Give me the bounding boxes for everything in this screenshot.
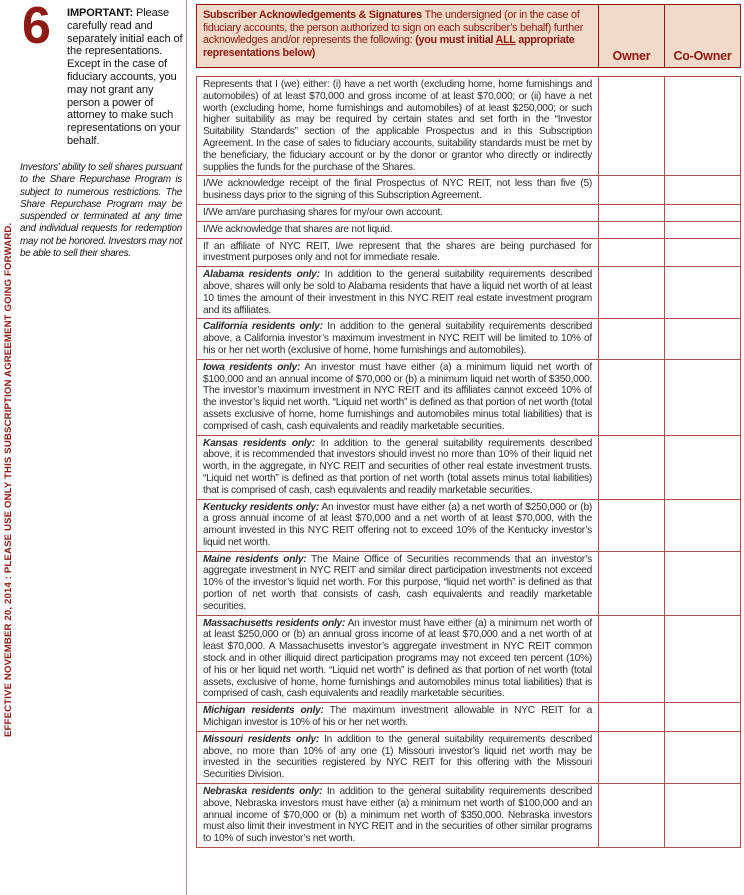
representation-text [197, 205, 599, 221]
representation-body: I/We am/are purchasing shares for my/our own account. [203, 206, 443, 218]
important-instructions [67, 7, 183, 148]
co-owner-initial-field[interactable] [665, 319, 740, 358]
representation-text [197, 616, 599, 703]
co-owner-initial-field[interactable] [665, 267, 740, 318]
owner-initial-field[interactable] [599, 703, 665, 731]
owner-initial-field[interactable] [599, 500, 665, 551]
representation-body: Represents that I (we) either: (i) have a net worth (excluding home, home furnishings and automobiles) of at least $70,000 and gross income of at least $70,000; or (ii) have a net worth (excluding home, home furnishings and automobiles) of at least $250,000; or such higher suitability as may be required by certain states and set forth in the “Investor Suitability Standards” section of the applicable Prospectus and in this Subscription Agreement. In the case of sales to fiduciary accounts, suitability standards must be met by the beneficiary, the fiduciary account or by the donor or grantor who directly or indirectly supplies the funds for the purchase of the Shares. [203, 79, 592, 173]
co-owner-initial-field[interactable] [665, 360, 740, 435]
state-lead-label: Kentucky residents only: [203, 501, 319, 513]
state-lead-label: Massachusetts residents only: [203, 617, 346, 629]
important-label: IMPORTANT: [67, 7, 134, 19]
sidebar-divider-line [186, 0, 187, 895]
representation-text [197, 267, 599, 318]
acknowledgement-row [196, 175, 741, 205]
representation-text [197, 77, 599, 175]
acknowledgement-row [196, 318, 741, 359]
representation-body: I/We acknowledge that shares are not liquid. [203, 223, 393, 235]
representation-body: An investor must have either (a) a minimum liquid net worth of $100,000 and an annual income of $70,000 or (b) a minimum liquid net worth of $350,000. The investor’s maximum investment in NYC REIT and its affiliates cannot exceed 10% of the investor’s liquid net worth. “Liquid net worth” is defined as that portion of net worth (total assets exclusive of home, home furnishings and automobiles minus total liabilities) that is comprised of cash, cash equivalents and readily marketable securities. [203, 361, 592, 432]
acknowledgement-row [196, 783, 741, 848]
representation-body: If an affiliate of NYC REIT, I/we represent that the shares are being purchased for investment purposes only and not for immediate resale. [203, 240, 592, 264]
owner-initial-field[interactable] [599, 360, 665, 435]
representation-body: In addition to the general suitability requirements described above, shares will only be sold to Alabama residents that have a liquid net worth of at least 10 times the amount of their investment in this NYC REIT real estate investment program and its affiliates. [203, 269, 593, 316]
acknowledgement-row [196, 359, 741, 436]
representation-text [197, 552, 599, 615]
co-owner-initial-field[interactable] [665, 222, 740, 238]
owner-initial-field[interactable] [599, 222, 665, 238]
representation-text [197, 784, 599, 847]
acknowledgement-row [196, 76, 741, 176]
header-title: Subscriber Acknowledgements & Signatures [203, 9, 425, 21]
co-owner-initial-field[interactable] [665, 205, 740, 221]
representation-body: The Maine Office of Securities recommends that an investor’s aggregate investment in NYC REIT and similar direct participation investments not exceed 10% of the investor’s liquid net worth. For this purpose, “liquid net worth” is defined as that portion of net worth that consists of cash, cash equivalents and readily marketable securities. [203, 553, 592, 612]
representation-text [197, 703, 599, 731]
state-lead-label: Iowa residents only: [203, 361, 301, 373]
representation-text [197, 222, 599, 238]
representation-text [197, 500, 599, 551]
state-lead-label: Maine residents only: [203, 553, 307, 565]
representation-text [197, 319, 599, 358]
acknowledgement-row [196, 221, 741, 239]
owner-initial-field[interactable] [599, 436, 665, 499]
header-intro: The undersigned (or in the case of fiduciary accounts, the person authorized to sign on each subscriber’s behalf) further acknowledges and/or represents the following: [203, 9, 584, 47]
representation-text [197, 360, 599, 435]
header-instruction-prefix: (you must initial [415, 34, 496, 47]
state-lead-label: California residents only: [203, 321, 323, 333]
representation-body: In addition to the general suitability requirements described above, no more than 10% of any one (1) Missouri investor’s liquid net worth may be invested in the securities registered by NYC REIT for this offering with the Missouri Securities Division. [203, 733, 592, 781]
representation-body: An investor must have either (a) a net worth of $250,000 or (b) a gross annual income of at least $70,000 and a net worth of at least $70,000, with the amount invested in this NYC REIT offering not to exceed 10% of the Kentucky investor’s liquid net worth. [203, 501, 593, 548]
acknowledgement-rows [196, 76, 741, 848]
owner-initial-field[interactable] [599, 176, 665, 204]
co-owner-column-header: Co-Owner [673, 49, 732, 63]
representation-body: In addition to the general suitability requirements described above, it is recommended that investors should invest no more than 10% of their liquid net worth, in the aggregate, in NYC REIT and securities of other real estate investment trusts. “Liquid net worth” is defined as that portion of net worth (total assets minus total liabilities) that is comprised of cash, cash equivalents and readily marketable securities. [203, 437, 592, 496]
co-owner-initial-field[interactable] [665, 500, 740, 551]
co-owner-initial-field[interactable] [665, 784, 740, 847]
owner-initial-field[interactable] [599, 319, 665, 358]
effective-date-vertical-note: EFFECTIVE NOVEMBER 20, 2014 : PLEASE USE ONLY THIS SUBSCRIPTION AGREEMENT GOING FORWARD. [3, 222, 14, 737]
representation-text [197, 176, 599, 204]
representation-text [197, 436, 599, 499]
important-text: Please carefully read and separately initial each of the representations. Except in the case of fiduciary accounts, you may not grant any person a power of attorney to make such representations on your behalf. [67, 7, 183, 147]
owner-initial-field[interactable] [599, 77, 665, 175]
state-lead-label: Missouri residents only: [203, 733, 320, 745]
acknowledgement-row [196, 266, 741, 319]
representation-body: In addition to the general suitability requirements described above, Nebraska investors must have either (a) a minimum net worth of $100,000 and an annual income of $70,000 or (b) a minimum net worth of $350,000. Nebraska investors must also limit their investment in NYC REIT and in the securities of other similar programs to 10% of such investor’s net worth. [203, 786, 592, 845]
acknowledgement-row [196, 731, 741, 784]
co-owner-initial-field[interactable] [665, 703, 740, 731]
co-owner-initial-field[interactable] [665, 732, 740, 783]
representation-body: An investor must have either (a) a minimum net worth of at least $250,000 or (b) an annual gross income of at least $70,000 and a net worth of at least $70,000. A Massachusetts investor’s aggregate investment in NYC REIT common stock and in other illiquid direct participation programs may not exceed ten percent (10%) of his or her liquid net worth. “Liquid net worth” is defined as that portion of net worth (total assets, exclusive of home, home furnishings and automobiles minus total liabilities) that is comprised of cash, cash equivalents and readily marketable securities. [203, 617, 592, 700]
acknowledgement-row [196, 435, 741, 500]
acknowledgement-row [196, 204, 741, 222]
state-lead-label: Kansas residents only: [203, 437, 315, 449]
co-owner-initial-field[interactable] [665, 616, 740, 703]
acknowledgement-row [196, 702, 741, 732]
header-instruction-suffix: appropriate representations below) [203, 34, 575, 59]
acknowledgement-row [196, 615, 741, 704]
state-lead-label: Michigan residents only: [203, 705, 324, 717]
owner-column-header: Owner [599, 5, 665, 67]
co-owner-initial-field[interactable] [665, 176, 740, 204]
table-header [196, 4, 741, 68]
owner-initial-field[interactable] [599, 552, 665, 615]
owner-initial-field[interactable] [599, 267, 665, 318]
co-owner-initial-field[interactable] [665, 552, 740, 615]
co-owner-initial-field[interactable] [665, 77, 740, 175]
owner-initial-field[interactable] [599, 616, 665, 703]
co-owner-initial-field[interactable] [665, 436, 740, 499]
owner-initial-field[interactable] [599, 239, 665, 267]
representation-body: The maximum investment allowable in NYC REIT for a Michigan investor is 10% of his or her net worth. [203, 705, 592, 729]
header-instruction-all: ALL [495, 34, 516, 47]
owner-initial-field[interactable] [599, 732, 665, 783]
acknowledgement-row [196, 238, 741, 268]
acknowledgement-row [196, 499, 741, 552]
representation-body: I/We acknowledge receipt of the final Prospectus of NYC REIT, not less than five (5) business days prior to the signing of this Subscription Agreement. [203, 178, 592, 202]
owner-initial-field[interactable] [599, 205, 665, 221]
co-owner-initial-field[interactable] [665, 239, 740, 267]
section-number: 6 [22, 0, 51, 55]
share-repurchase-note: Investors’ ability to sell shares pursuant to the Share Repurchase Program is subject to numerous restrictions. The Share Repurchase Program may be suspended or terminated at any time and individual requests for redemption may not be honored. Investors may not be able to sell their shares. [20, 162, 183, 260]
representation-text [197, 732, 599, 783]
representation-body: In addition to the general suitability requirements described above, a California investor’s maximum investment in NYC REIT will be limited to 10% of his or her net worth (exclusive of home, home furnishings and automobiles). [203, 321, 592, 356]
state-lead-label: Nebraska residents only: [203, 786, 323, 798]
state-lead-label: Alabama residents only: [203, 269, 320, 281]
representation-text [197, 239, 599, 267]
acknowledgement-row [196, 551, 741, 616]
owner-initial-field[interactable] [599, 784, 665, 847]
header-text [197, 5, 599, 67]
acknowledgements-table [196, 4, 741, 848]
